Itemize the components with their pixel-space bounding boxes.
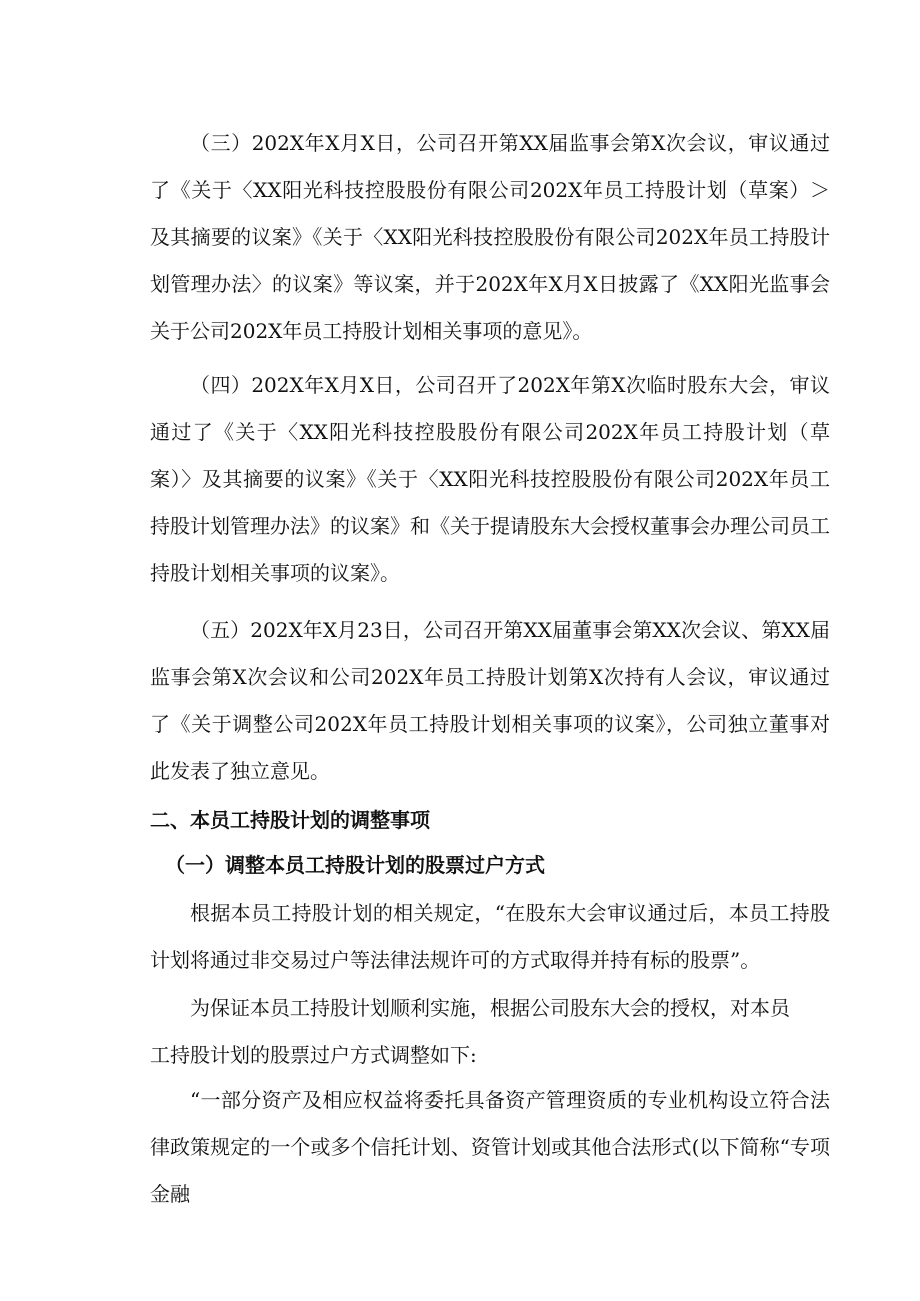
subsection-heading-transfer-method: （一）调整本员工持股计划的股票过户方式 — [165, 853, 545, 877]
paragraph-adjusted-provision: “一部分资产及相应权益将委托具备资产管理资质的专业机构设立符合法律政策规定的一个或多个信托计划、资管计划或其他合法形式(以下简称“专项金融 — [150, 1088, 830, 1206]
paragraph-board-meeting: （五）202X年X月23日，公司召开第XX届董事会第XX次会议、第XX届监事会第X次会议和公司202X年员工持股计划第X次持有人会议，审议通过了《关于调整公司202X年员工持股计划相关事项的议案》，公司独立董事对此发表了独立意见。 — [150, 618, 830, 783]
paragraph-supervisory-board-meeting: （三）202X年X月X日，公司召开第XX届监事会第X次会议，审议通过了《关于〈XX阳光科技控股股份有限公司202X年员工持股计划（草案）＞及其摘要的议案》《关于〈XX阳光科技控股股份有限公司202X年员工持股计划管理办法〉的议案》等议案，并于202X年X月X日披露了《XX阳光监事会关于公司202X年员工持股计划相关事项的意见》。 — [150, 131, 830, 343]
paragraph-shareholder-meeting: （四）202X年X月X日，公司召开了202X年第X次临时股东大会，审议通过了《关于〈XX阳光科技控股股份有限公司202X年员工持股计划（草案）〉及其摘要的议案》《关于〈XX阳光科技控股股份有限公司202X年员工持股计划管理办法》的议案》和《关于提请股东大会授权董事会办理公司员工持股计划相关事项的议案》。 — [150, 373, 830, 585]
section-heading-adjustments: 二、本员工持股计划的调整事项 — [150, 808, 430, 832]
paragraph-adjustment-intro: 为保证本员工持股计划顺利实施，根据公司股东大会的授权，对本员工持股计划的股票过户方式调整如下: — [150, 996, 790, 1067]
paragraph-original-provision: 根据本员工持股计划的相关规定，“在股东大会审议通过后，本员工持股计划将通过非交易过户等法律法规许可的方式取得并持有标的股票”。 — [150, 901, 830, 972]
